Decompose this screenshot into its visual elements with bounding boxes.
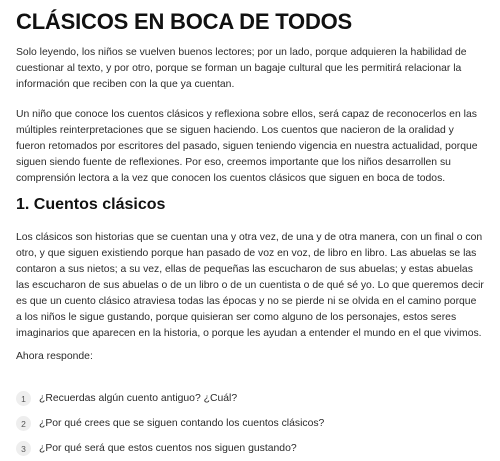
question-number-badge: 3 [16,441,31,456]
intro-paragraph-2: Un niño que conoce los cuentos clásicos y reflexiona sobre ellos, será capaz de reconocerlos en las múltiples reinterpretaciones que se siguen haciendo. Los cuentos que nacieron de la oralidad y fueron retomados por escritores del pasado, siguen teniendo vigencia en nuestra actualidad, porque siguen siendo fuente de reflexiones. Por eso, creemos importante que los niños desarrollen su comprensión lectora a la vez que conocen los cuentos clásicos que siguen en boca de todos. [16,109,478,184]
question-item [16,411,486,436]
question-number-badge: 1 [16,391,31,406]
question-item [16,436,486,461]
section-prompt: Ahora responde: [16,351,93,362]
question-text: ¿Por qué será que estos cuentos nos siguen gustando? [39,443,297,454]
section-paragraph: Los clásicos son historias que se cuentan una y otra vez, de una y de otra manera, con un final o con otro, y que siguen existiendo porque han pasado de voz en voz, de libro en libro. Las abuelas se las contaron a sus nietos; a su vez, ellas de pequeñas las escucharon de sus abuelas; y estas abuelas las escucharon de sus abuelas o de un libro o de un cuentista o de qué sé yo. Lo que queremos decir es que un cuento clásico atraviesa todas las épocas y no se pierde ni se olvida en el camino porque a los niños le sigue gustando, porque quisieran ser como alguno de los personajes, estos seres imaginarios que aparecen en la historia, o porque les ayudan a entender el mundo en el que vivimos. [16,232,484,339]
question-item [16,386,486,411]
question-list [16,386,486,461]
intro-paragraph-1: Solo leyendo, los niños se vuelven buenos lectores; por un lado, porque adquieren la habilidad de cuestionar al texto, y por otro, porque se forman un bagaje cultural que les permitirá relacionar la información que reciben con la que ya cuentan. [16,47,467,90]
section-heading: 1. Cuentos clásicos [16,196,166,213]
page-title: CLÁSICOS EN BOCA DE TODOS [16,9,353,34]
question-text: ¿Por qué crees que se siguen contando los cuentos clásicos? [39,418,325,429]
question-text: ¿Recuerdas algún cuento antiguo? ¿Cuál? [39,393,238,404]
question-number-badge: 2 [16,416,31,431]
